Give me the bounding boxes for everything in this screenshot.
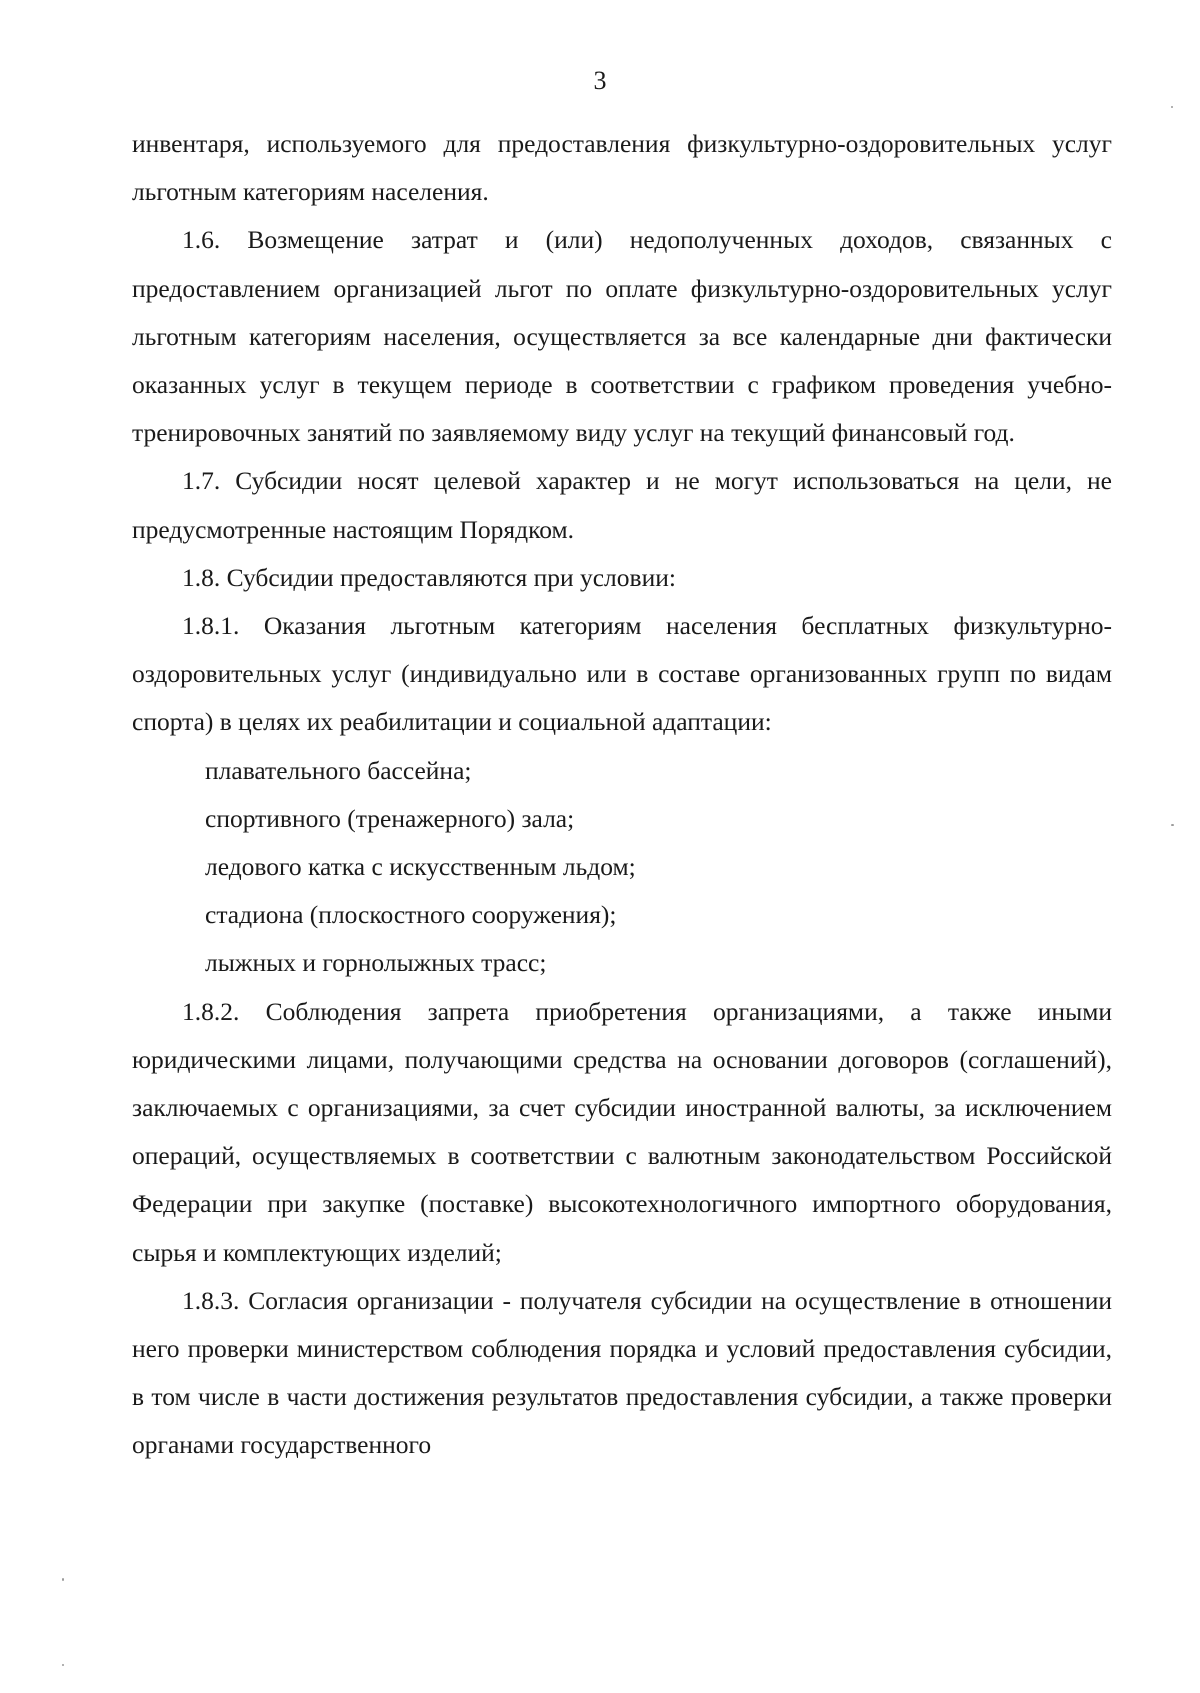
paragraph-1-8-1: 1.8.1. Оказания льготным категориям населения бесплатных физкультурно-оздоровительных услуг (индивидуально или в составе организованных групп по видам спорта) в целях их реабилитации и социальной адаптации: bbox=[132, 611, 1112, 737]
scan-speck bbox=[1171, 106, 1173, 108]
scan-speck bbox=[62, 1664, 64, 1666]
list-item-pool: плавательного бассейна; bbox=[205, 755, 472, 785]
page-number: 3 bbox=[593, 66, 607, 95]
paragraph-continuation: инвентаря, используемого для предоставления физкультурно-оздоровительных услуг льготным категориям населения. bbox=[132, 129, 1112, 207]
paragraph-1-7: 1.7. Субсидии носят целевой характер и не могут использоваться на цели, не предусмотренные настоящим Порядком. bbox=[132, 466, 1112, 544]
paragraph-1-8-3: 1.8.3. Согласия организации - получателя субсидии на осуществление в отношении него проверки министерством соблюдения порядка и условий предоставления субсидии, в том числе в части достижения результатов предоставления субсидии, а также проверки органами государственного bbox=[132, 1285, 1112, 1460]
list-item-gym: спортивного (тренажерного) зала; bbox=[205, 803, 575, 833]
scan-speck bbox=[1171, 824, 1174, 826]
document-body bbox=[132, 120, 1112, 1470]
paragraph-1-8: 1.8. Субсидии предоставляются при условии: bbox=[182, 562, 676, 592]
scan-speck bbox=[62, 1578, 64, 1581]
list-item-ice-rink: ледового катка с искусственным льдом; bbox=[205, 852, 636, 882]
list-item-ski-tracks: лыжных и горнолыжных трасс; bbox=[205, 948, 547, 978]
paragraph-1-8-2: 1.8.2. Соблюдения запрета приобретения организациями, а также иными юридическими лицами, получающими средства на основании договоров (соглашений), заключаемых с организациями, за счет субсидии иностранной валюты, за исключением операций, осуществляемых в соответствии с валютным законодательством Российской Федерации при закупке (поставке) высокотехнологичного импортного оборудования, сырья и комплектующих изделий; bbox=[132, 996, 1112, 1267]
list-item-stadium: стадиона (плоскостного сооружения); bbox=[205, 900, 617, 930]
paragraph-1-6: 1.6. Возмещение затрат и (или) недополученных доходов, связанных с предоставлением организацией льгот по оплате физкультурно-оздоровительных услуг льготным категориям населения, осуществляется за все календарные дни фактически оказанных услуг в текущем периоде в соответствии с графиком проведения учебно-тренировочных занятий по заявляемому виду услуг на текущий финансовый год. bbox=[132, 225, 1112, 448]
